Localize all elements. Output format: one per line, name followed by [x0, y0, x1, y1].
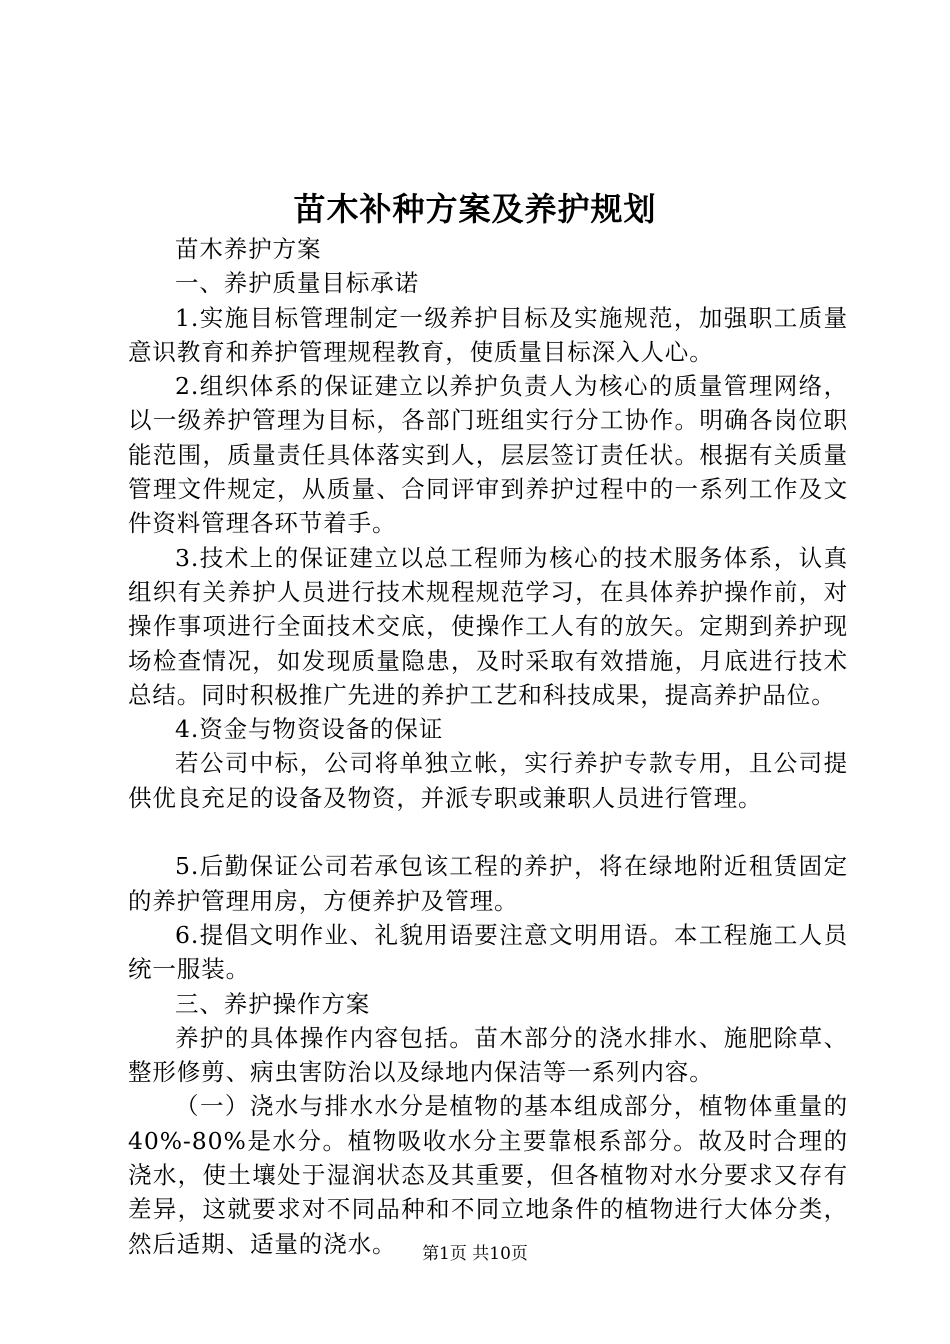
paragraph-subheading: 一、养护质量目标承诺 [175, 269, 419, 298]
paragraph-item-4: 4.资金与物资设备的保证 [175, 715, 444, 744]
page-footer: 第1页 共10页 [422, 1244, 528, 1264]
paragraph-item-3: 3.技术上的保证建立以总工程师为核心的技术服务体系，认真组织有关养护人员进行技术规程规范学习，在具体养护操作前，对操作事项进行全面技术交底，使操作工人有的放矢。定期到养护现场检查情况，如发现质量隐患，及时采取有效措施，月底进行技术总结。同时积极推广先进的养护工艺和科技成果，提高养护品位。 [128, 543, 848, 709]
paragraph-section-heading: 苗木养护方案 [175, 235, 322, 263]
paragraph-item-1: 1.实施目标管理制定一级养护目标及实施规范，加强职工质量意识教育和养护管理规程教育，使质量目标深入人心。 [128, 303, 848, 366]
document-body [128, 232, 848, 1261]
paragraph-watering: （一）浇水与排水水分是植物的基本组成部分，植物体重量的40%-80%是水分。植物吸收水分主要靠根系部分。故及时合理的浇水，使土壤处于湿润状态及其重要，但各植物对水分要求又存有差异，这就要求对不同品种和不同立地条件的植物进行大体分类，然后适期、适量的浇水。 [128, 1092, 848, 1258]
document-title: 苗木补种方案及养护规划 [293, 190, 657, 228]
blank-line [128, 815, 848, 849]
paragraph-item-5: 5.后勤保证公司若承包该工程的养护，将在绿地附近租赁固定的养护管理用房，方便养护及管理。 [128, 852, 848, 915]
paragraph-subheading-3: 三、养护操作方案 [175, 989, 371, 1018]
paragraph-item-2: 2.组织体系的保证建立以养护负责人为核心的质量管理网络，以一级养护管理为目标，各部门班组实行分工协作。明确各岗位职能范围，质量责任具体落实到人，层层签订责任状。根据有关质量管理文件规定，从质量、合同评审到养护过程中的一系列工作及文件资料管理各环节着手。 [128, 372, 848, 538]
paragraph-operations: 养护的具体操作内容包括。苗木部分的浇水排水、施肥除草、整形修剪、病虫害防治以及绿地内保洁等一系列内容。 [128, 1023, 848, 1087]
paragraph-item-4-detail: 若公司中标，公司将单独立帐，实行养护专款专用，且公司提供优良充足的设备及物资，并派专职或兼职人员进行管理。 [128, 749, 848, 812]
paragraph-item-6: 6.提倡文明作业、礼貌用语要注意文明用语。本工程施工人员统一服装。 [128, 920, 848, 984]
